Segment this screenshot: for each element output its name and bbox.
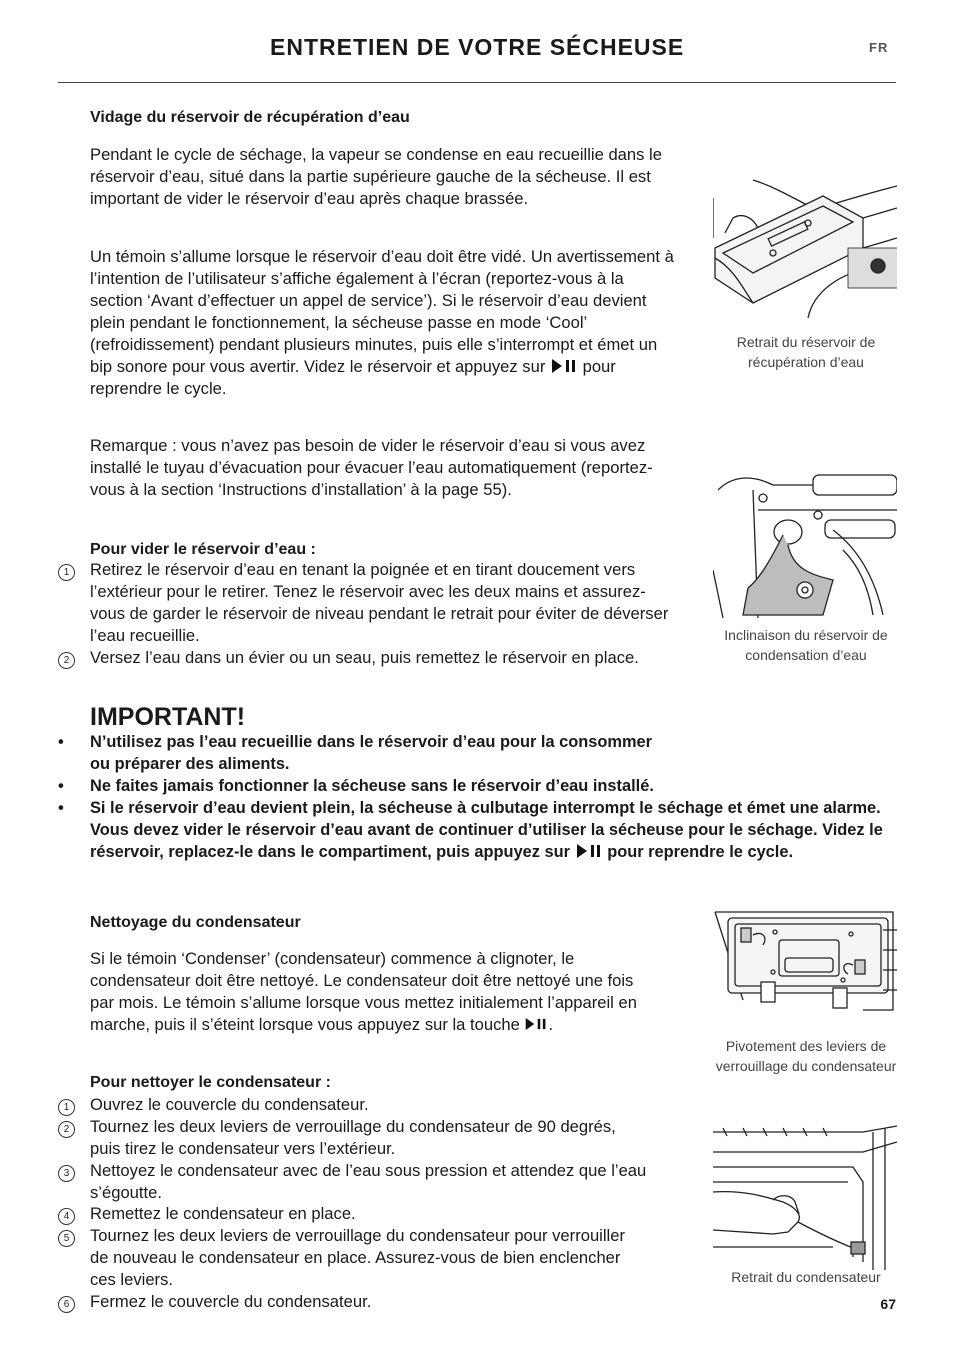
step-number: 3 — [58, 1165, 75, 1182]
page-number: 67 — [880, 1296, 896, 1312]
play-pause-icon — [575, 843, 603, 859]
tank-removal-illustration — [713, 178, 897, 326]
section-heading-water-tank: Vidage du réservoir de récupération d’eau — [90, 109, 410, 126]
important-bullet — [58, 797, 888, 863]
important-bullet-text-end: pour reprendre le cycle. — [607, 843, 794, 861]
step-text: Tournez les deux leviers de verrouillage du condensateur de 90 degrés, puis tirez le condensateur vers l’extérieur. — [90, 1117, 616, 1158]
language-tag: FR — [869, 40, 889, 55]
step-text: Fermez le couvercle du condensateur. — [90, 1292, 372, 1311]
page-title: ENTRETIEN DE VOTRE SÉCHEUSE — [270, 34, 685, 60]
figure-caption: Inclinaison du réservoir de condensation d’eau — [724, 627, 888, 663]
paragraph-indicator-text-end: pour reprendre le cycle. — [90, 357, 616, 398]
steps-heading-empty: Pour vider le réservoir d’eau : — [90, 541, 316, 558]
paragraph-condenser-text: Si le témoin ‘Condenser’ (condensateur) commence à clignoter, le condensateur doit être nettoyé. Le condensateur doit être nettoyé une fois par mois. Le témoin s’allume lorsque vous mettez initialement l’appareil en marche, puis il s’éteint lorsque vous appuyez sur la touche — [90, 949, 637, 1034]
step-text: Ouvrez le couvercle du condensateur. — [90, 1095, 369, 1114]
play-pause-icon — [524, 1016, 548, 1032]
step-text: Tournez les deux leviers de verrouillage du condensateur pour verrouiller de nouveau le condensateur en place. Assurez-vous de bien enclencher ces leviers. — [90, 1226, 625, 1289]
important-bullet: • N’utilisez pas l’eau recueillie dans le réservoir d’eau pour la consommer ou préparer des aliments. — [58, 731, 670, 775]
paragraph-intro: Pendant le cycle de séchage, la vapeur se condense en eau recueillie dans le réservoir d’eau, situé dans la partie supérieure gauche de la sécheuse. Il est important de vider le réservoir d’eau après chaque brassée. — [90, 145, 662, 208]
step-number: 5 — [58, 1230, 75, 1247]
important-title: IMPORTANT! — [90, 703, 246, 731]
condenser-removal-illustration — [713, 1122, 897, 1270]
step-number: 1 — [58, 1099, 75, 1116]
step-text: Versez l’eau dans un évier ou un seau, puis remettez le réservoir en place. — [90, 648, 639, 667]
step-number: 1 — [58, 564, 75, 581]
figure-tank-tilt — [713, 470, 897, 618]
figure-lever-pivot — [713, 910, 897, 1026]
step-number: 6 — [58, 1296, 75, 1313]
paragraph-indicator — [90, 246, 675, 400]
header-divider — [58, 82, 896, 83]
important-bullet: • Ne faites jamais fonctionner la sécheuse sans le réservoir d’eau installé. — [58, 775, 888, 797]
figure-caption: Retrait du condensateur — [731, 1269, 881, 1285]
figure-condenser-removal — [713, 1122, 897, 1270]
paragraph-condenser — [90, 948, 650, 1036]
paragraph-condenser-text-end: . — [548, 1015, 554, 1034]
figure-caption: Pivotement des leviers de verrouillage du condensateur — [715, 1038, 897, 1074]
step-number: 2 — [58, 1121, 75, 1138]
step-number: 2 — [58, 652, 75, 669]
lever-pivot-illustration — [713, 910, 897, 1026]
play-pause-icon — [550, 358, 578, 374]
section-heading-condenser: Nettoyage du condensateur — [90, 914, 301, 931]
step-text: Remettez le condensateur en place. — [90, 1204, 356, 1223]
step-number: 4 — [58, 1208, 75, 1225]
step-text: Nettoyez le condensateur avec de l’eau sous pression et attendez que l’eau s’égoutte. — [90, 1161, 647, 1202]
tank-tilt-illustration — [713, 470, 897, 618]
steps-heading-condenser: Pour nettoyer le condensateur : — [90, 1074, 331, 1091]
figure-tank-removal — [713, 178, 897, 326]
step-text: Retirez le réservoir d’eau en tenant la poignée et en tirant doucement vers l’extérieur pour le retirer. Tenez le réservoir avec les deux mains et assurez-vous de garder le réservoir de niveau pendant le retrait pour éviter de déverser l’eau recueillie. — [90, 560, 669, 645]
important-bullet-text: Si le réservoir d’eau devient plein, la sécheuse à culbutage interrompt le séchage et émet une alarme. Vous devez vider le réservoir d’eau avant de continuer d’utiliser la sécheuse pour le séchage. Videz le réservoir, replacez-le dans le compartiment, puis appuyez sur — [90, 799, 883, 861]
important-bullets — [58, 731, 888, 863]
paragraph-indicator-text: Un témoin s’allume lorsque le réservoir d’eau doit être vidé. Un avertissement à l’intention de l’utilisateur s’affiche également à l’écran (reportez-vous à la section ‘Avant d’effectuer un appel de service’). Si le réservoir d’eau devient plein pendant le fonctionnement, la sécheuse passe en mode ‘Cool’ (refroidissement) pendant plusieurs minutes, puis elle s’interrompt et émet un bip sonore pour vous avertir. Videz le réservoir et appuyez sur — [90, 247, 674, 376]
figure-caption: Retrait du réservoir de récupération d’eau — [736, 334, 876, 370]
paragraph-note: Remarque : vous n’avez pas besoin de vider le réservoir d’eau si vous avez installé le tuyau d’évacuation pour évacuer l’eau automatiquement (reportez-vous à la section ‘Instructions d’installation’ à la page 55). — [90, 436, 653, 499]
